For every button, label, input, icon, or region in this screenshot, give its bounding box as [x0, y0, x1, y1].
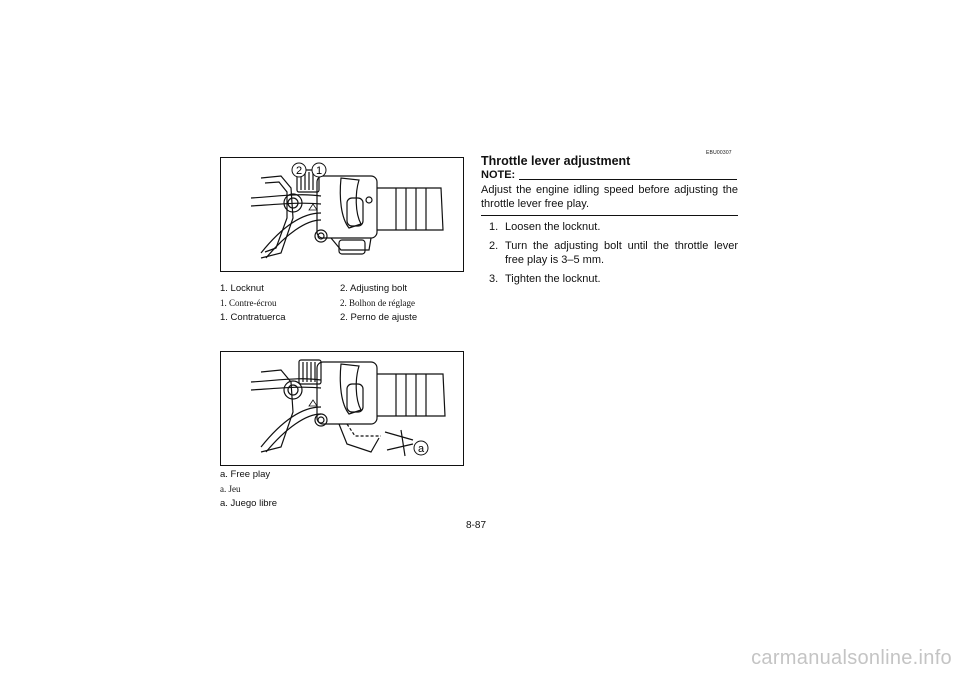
step-item — [489, 272, 738, 286]
figure2-captions — [220, 467, 470, 511]
procedure-steps — [489, 220, 738, 291]
callout-1: 1 — [315, 165, 323, 177]
caption-free-play-fr: a. Jeu — [220, 483, 241, 494]
step-number: 2. — [489, 240, 499, 252]
note-top-rule — [519, 179, 737, 180]
throttle-free-play-illustration — [221, 352, 463, 465]
caption-free-play-en: a. Free play — [220, 468, 271, 480]
figure-free-play — [220, 351, 464, 466]
section-title: Throttle lever adjustment — [481, 154, 631, 168]
caption-adjusting-bolt-fr: 2. Bolhon de réglage — [340, 297, 415, 308]
step-text: Turn the adjusting bolt until the throttle lever free play is 3–5 mm. — [505, 240, 738, 266]
figure-locknut-adjusting-bolt — [220, 157, 464, 272]
step-item — [489, 220, 738, 234]
figure1-captions — [220, 281, 470, 325]
section-code: EBU00307 — [706, 150, 732, 156]
step-text: Tighten the locknut. — [505, 273, 601, 285]
step-number: 1. — [489, 221, 499, 233]
step-item — [489, 239, 738, 267]
watermark: carmanualsonline.info — [751, 647, 952, 669]
step-text: Loosen the locknut. — [505, 221, 601, 233]
page-number: 8-87 — [466, 520, 487, 531]
caption-locknut-fr: 1. Contre-écrou — [220, 297, 277, 308]
callout-2: 2 — [295, 165, 303, 177]
caption-row-en — [220, 281, 470, 296]
note-label: NOTE: — [481, 169, 516, 181]
caption-adjusting-bolt-en: 2. Adjusting bolt — [340, 282, 408, 294]
caption-locknut-en: 1. Locknut — [220, 282, 264, 294]
caption-row-es — [220, 310, 470, 325]
step-number: 3. — [489, 273, 499, 285]
caption-adjusting-bolt-es: 2. Perno de ajuste — [340, 311, 418, 323]
caption-free-play-es: a. Juego libre — [220, 497, 278, 509]
caption-locknut-es: 1. Contratuerca — [220, 311, 286, 323]
callout-a: a — [417, 443, 425, 455]
caption-row-fr — [220, 296, 470, 311]
note-bottom-rule — [481, 215, 738, 216]
throttle-lever-illustration — [221, 158, 463, 271]
note-text: Adjust the engine idling speed before adjusting the throttle lever free play. — [481, 184, 738, 210]
